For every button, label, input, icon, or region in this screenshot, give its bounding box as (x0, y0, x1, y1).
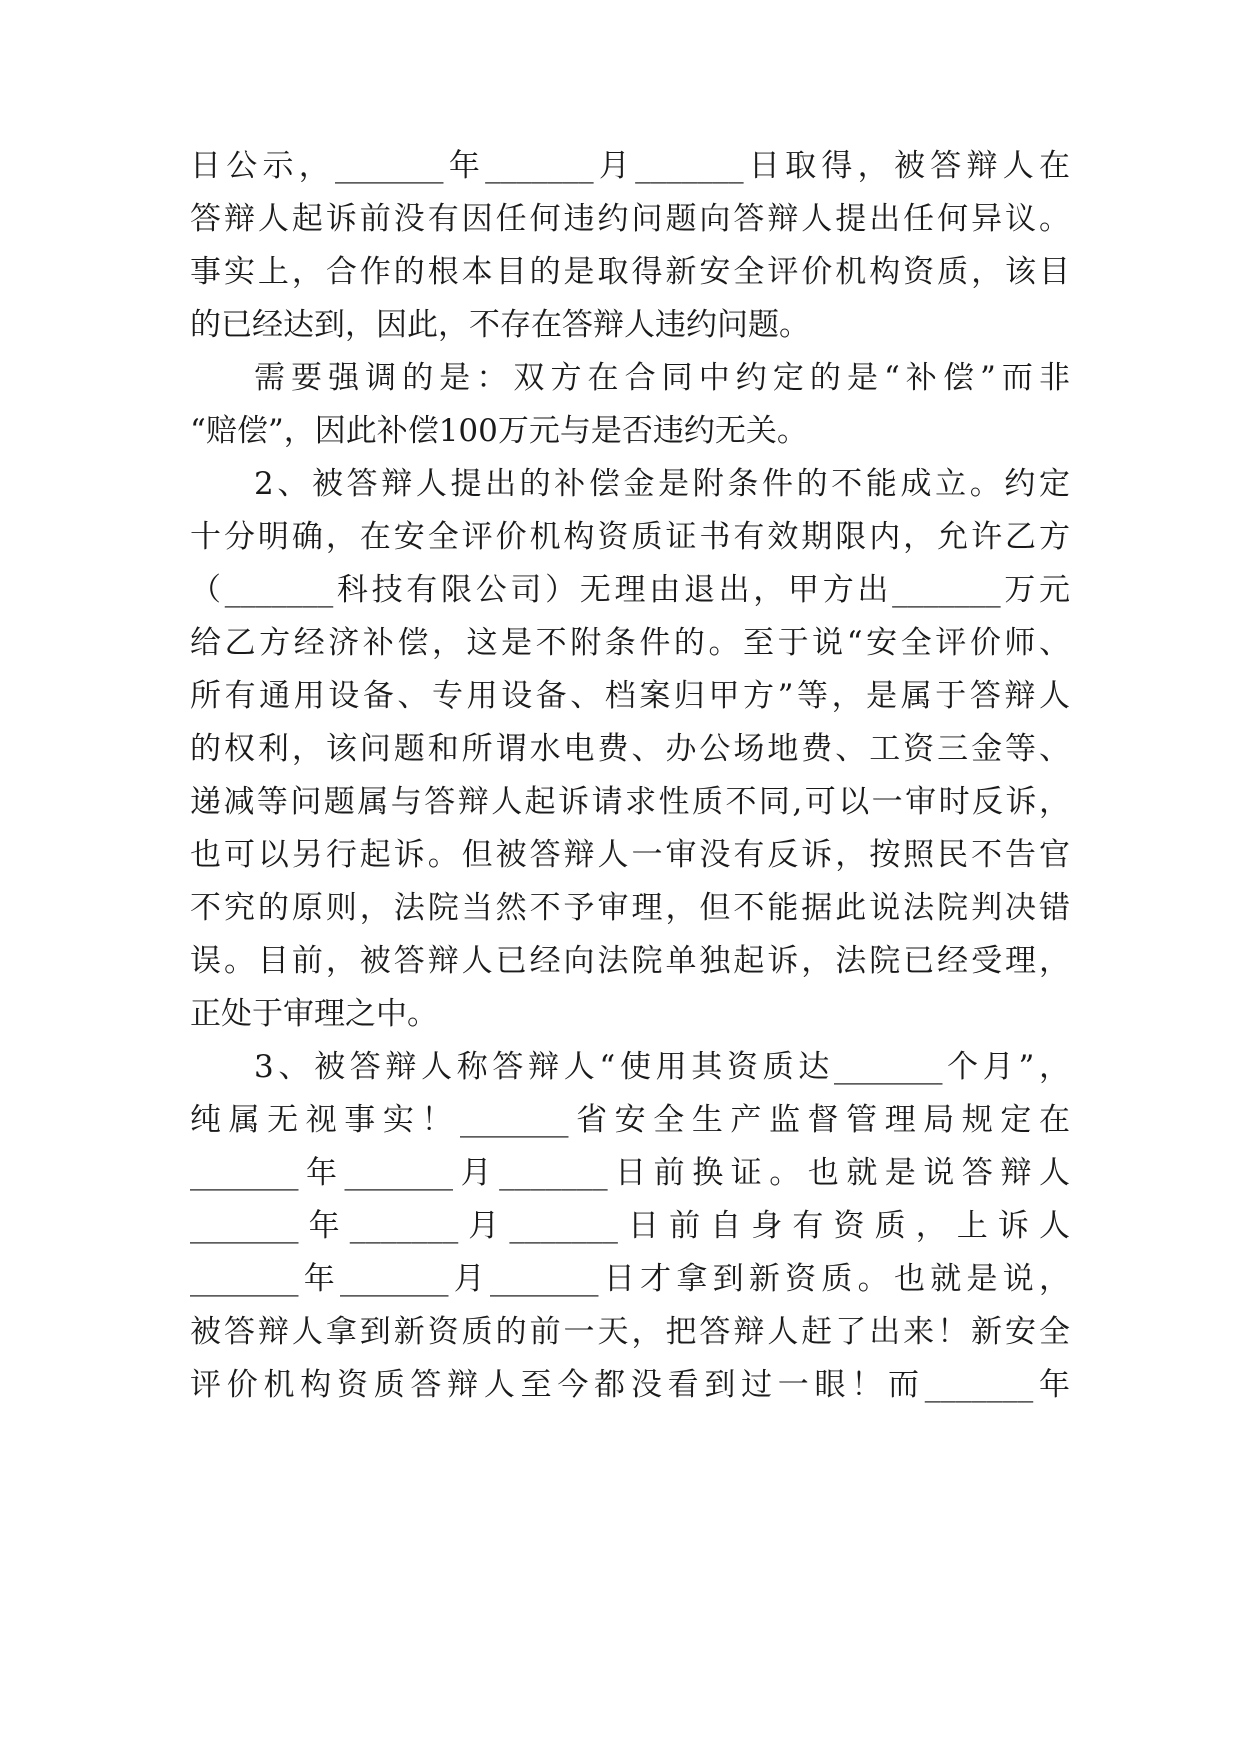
text-line-18: 3、被答辩人称答辩人“使用其资质达_______个月”， (254, 1049, 1070, 1085)
text-line-2: 答辩人起诉前没有因任何违约问题向答辩人提出任何异议。 (190, 201, 1070, 237)
text-line-19: 纯属无视事实！_______省安全生产监督管理局规定在 (190, 1102, 1070, 1138)
text-line-1: 日公示，_______年_______月_______日取得，被答辩人在 (190, 148, 1070, 184)
text-line-17: 正处于审理之中。 (190, 996, 438, 1032)
text-line-22: _______年_______月_______日才拿到新资质。也就是说， (190, 1261, 1070, 1297)
text-line-11: 所有通用设备、专用设备、档案归甲方”等，是属于答辩人 (190, 678, 1070, 714)
text-line-13: 递减等问题属与答辩人起诉请求性质不同,可以一审时反诉， (190, 784, 1070, 820)
text-line-6: “赔偿”，因此补偿100万元与是否违约无关。 (190, 413, 808, 449)
text-line-20: _______年_______月_______日前换证。也就是说答辩人 (190, 1155, 1070, 1191)
text-line-12: 的权利，该问题和所谓水电费、办公场地费、工资三金等、 (190, 731, 1070, 767)
text-line-16: 误。目前，被答辩人已经向法院单独起诉，法院已经受理， (190, 943, 1070, 979)
text-line-21: _______年_______月_______日前自身有资质，上诉人 (190, 1208, 1070, 1244)
text-line-8: 十分明确，在安全评价机构资质证书有效期限内，允许乙方 (190, 519, 1070, 555)
text-line-23: 被答辩人拿到新资质的前一天，把答辩人赶了出来！新安全 (190, 1314, 1070, 1350)
text-line-9: （_______科技有限公司）无理由退出，甲方出_______万元 (190, 572, 1070, 608)
text-line-3: 事实上，合作的根本目的是取得新安全评价机构资质，该目 (190, 254, 1070, 290)
text-line-14: 也可以另行起诉。但被答辩人一审没有反诉，按照民不告官 (190, 837, 1070, 873)
text-line-4: 的已经达到，因此，不存在答辩人违约问题。 (190, 307, 810, 343)
text-line-24: 评价机构资质答辩人至今都没看到过一眼！而_______年 (190, 1367, 1070, 1403)
text-line-7: 2、被答辩人提出的补偿金是附条件的不能成立。约定 (254, 466, 1070, 502)
text-line-5: 需要强调的是：双方在合同中约定的是“补偿”而非 (254, 360, 1070, 396)
text-line-15: 不究的原则，法院当然不予审理，但不能据此说法院判决错 (190, 890, 1070, 926)
text-line-10: 给乙方经济补偿，这是不附条件的。至于说“安全评价师、 (190, 625, 1070, 661)
